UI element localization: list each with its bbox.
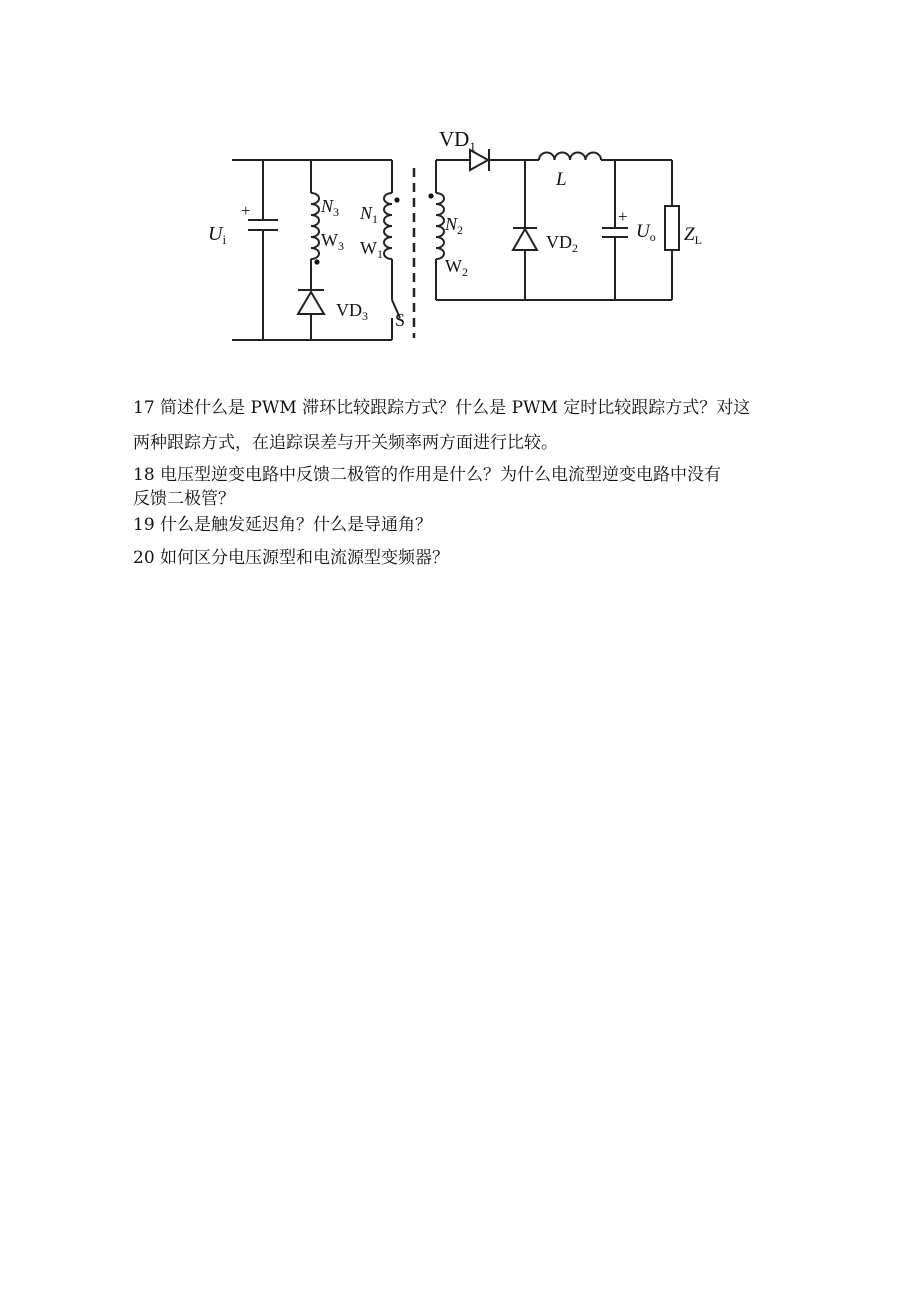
w2-polarity-dot [428,193,433,198]
label-w2: $W_2$ [445,256,468,279]
output-capacitor [602,228,628,237]
question-20-line-1: 20 如何区分电压源型和电流源型变频器？ [133,548,450,568]
input-cap-plus: + [241,201,251,220]
diode-vd2 [513,228,537,250]
input-capacitor [248,220,278,230]
question-17-line-1: 17 简述什么是 PWM 滞环比较跟踪方式？什么是 PWM 定时比较跟踪方式？对这 [133,398,751,418]
w3-polarity-dot [314,259,319,264]
output-cap-plus: + [618,207,628,226]
label-n3: $N_3$ [321,196,340,219]
label-ui: $U_i$ [208,223,227,247]
label-l: L [556,169,567,190]
label-n2: $N_2$ [445,214,464,237]
label-vd2: $VD_2$ [546,232,578,255]
label-uo: $U_o$ [636,221,656,244]
load-zl [665,206,679,250]
diode-vd3 [298,290,324,314]
label-vd3: $VD_3$ [336,300,368,323]
label-vd1: $VD_1$ [439,127,476,154]
forward-converter-circuit-diagram [0,0,920,380]
winding-w1-coil [384,193,392,259]
label-w1: $W_1$ [360,238,383,261]
winding-w3-coil [311,193,319,259]
label-w3: $W_3$ [321,230,344,253]
label-n1: $N_1$ [360,203,379,226]
inductor-l [539,153,601,161]
question-19-line-1: 19 什么是触发延迟角？什么是导通角？ [133,515,433,535]
label-s: S [395,310,406,330]
winding-w2-coil [436,193,444,259]
question-17-line-2: 两种跟踪方式，在追踪误差与开关频率两方面进行比较。 [133,433,558,453]
question-18-line-1: 18 电压型逆变电路中反馈二极管的作用是什么？为什么电流型逆变电路中没有 [133,465,722,485]
label-zl: $Z_L$ [684,224,702,247]
question-18-line-2: 反馈二极管？ [133,489,235,509]
w1-polarity-dot [394,197,399,202]
